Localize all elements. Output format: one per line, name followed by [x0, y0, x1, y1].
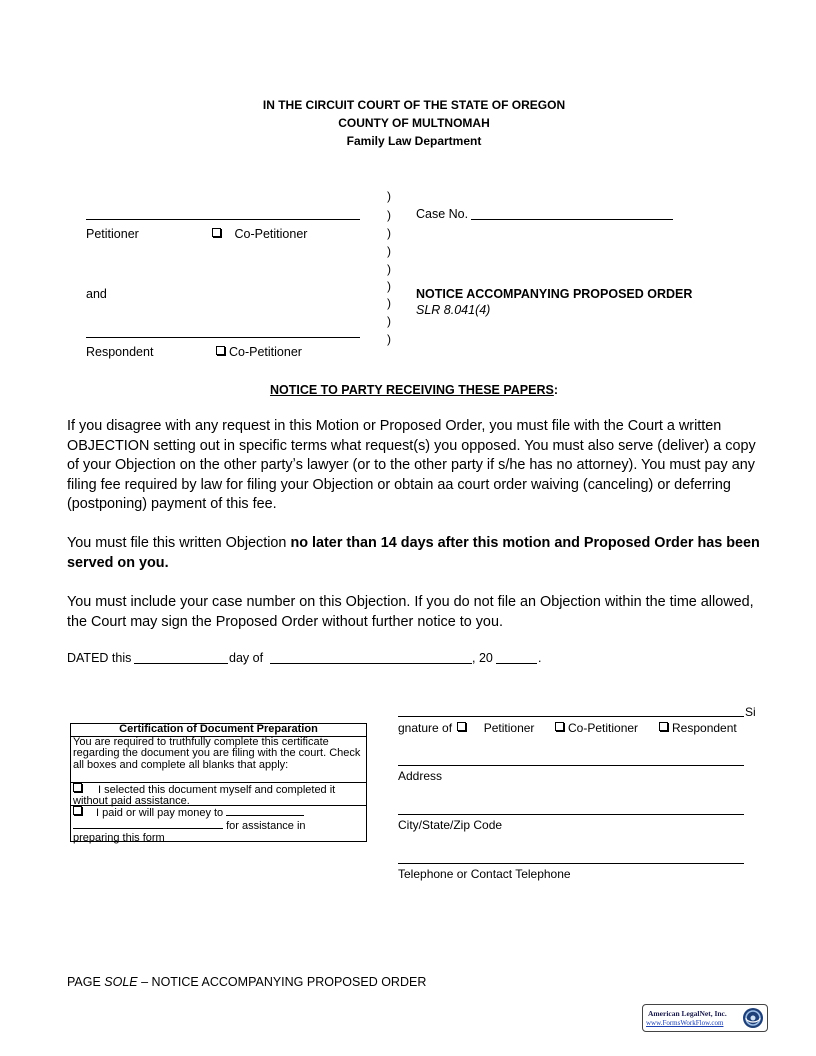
certification-intro: You are required to truthfully complete this certificate regarding the document you are filing with the court. Check all boxes and complete all blanks that apply: [71, 737, 366, 783]
notice-heading [0, 383, 816, 397]
respondent-name-line[interactable] [86, 337, 360, 338]
petitioner-name-line[interactable] [86, 219, 360, 220]
respondent-co-petitioner-option[interactable] [216, 345, 302, 359]
petitioner-co-petitioner-option[interactable] [212, 227, 307, 241]
footer-page-number: SOLE [104, 975, 138, 989]
telephone-label: Telephone or Contact Telephone [398, 867, 571, 881]
footer-page-title: – NOTICE ACCOMPANYING PROPOSED ORDER [137, 975, 427, 989]
county-name: COUNTY OF MULTNOMAH [338, 116, 490, 130]
globe-icon [742, 1007, 764, 1029]
preparer-name-line[interactable] [226, 806, 304, 816]
and-label: and [86, 287, 107, 301]
document-title: NOTICE ACCOMPANYING PROPOSED ORDER [416, 287, 693, 301]
certification-option-self [71, 783, 366, 806]
page-footer [67, 975, 426, 989]
checkbox-icon[interactable] [457, 722, 466, 731]
caption-paren: ) [387, 262, 391, 276]
city-state-zip-line[interactable] [398, 814, 744, 815]
month-line[interactable] [270, 663, 472, 664]
checkbox-icon[interactable] [73, 783, 82, 792]
paragraph-2-text: You must file this written Objection [67, 535, 291, 551]
address-line[interactable] [398, 765, 744, 766]
respondent-label: Respondent [86, 345, 154, 359]
legalnet-badge[interactable] [642, 1004, 768, 1032]
notice-paragraph-1: If you disagree with any request in this Motion or Proposed Order, you must file with the Court a written OBJECTION setting out in specific terms what request(s) you opposed. You must also serve (deliver) a copy of your Objection on the other partyʼs lawyer (or to the other party if s/he has no attorney). You must pay any filing fee required by law for filing your Objection or obtain aa court order waiving (canceling) or deferring (postponing) payment of this fee. [67, 418, 756, 512]
option-paid-text: I paid or will pay money to [96, 806, 224, 819]
co-petitioner-label: Co-Petitioner [234, 227, 308, 241]
option-paid-text-2: for assistance in [226, 820, 306, 832]
signature-of-label [398, 721, 534, 735]
paragraph-2-deadline: no later than 14 days after this motion and Proposed Order has been served on you. [67, 535, 760, 571]
checkbox-icon[interactable] [212, 228, 221, 237]
notice-paragraph-2 [67, 534, 767, 573]
department-name: Family Law Department [346, 134, 482, 148]
caption-paren: ) [387, 314, 391, 328]
day-line[interactable] [134, 663, 228, 664]
signer-co-petitioner-option[interactable] [555, 721, 638, 735]
checkbox-icon[interactable] [216, 346, 225, 355]
certification-box [70, 723, 367, 842]
caption-paren: ) [387, 189, 391, 203]
option-paid-text-3: preparing this form [73, 831, 165, 844]
year-line[interactable] [496, 663, 537, 664]
certification-option-paid [71, 806, 366, 845]
signature-label-si: Si [745, 705, 756, 719]
footer-page-prefix: PAGE [67, 975, 105, 989]
petitioner-label: Petitioner [86, 227, 139, 241]
notice-paragraph-3: You must include your case number on this Objection. If you do not file an Objection within the time allowed, the Court may sign the Proposed Order without further notice to you. [67, 594, 754, 630]
case-no-label: Case No. [416, 207, 469, 221]
signer-petitioner-label: Petitioner [483, 721, 535, 735]
certification-title: Certification of Document Preparation [71, 724, 366, 737]
preparer-name-line-2[interactable] [73, 819, 223, 829]
caption-paren: ) [387, 332, 391, 346]
notice-heading-colon: : [553, 383, 559, 397]
case-no-line[interactable] [471, 219, 673, 220]
dated-prefix: DATED this [67, 651, 132, 665]
signer-respondent-label: Respondent [672, 721, 737, 735]
notice-heading-text: NOTICE TO PARTY RECEIVING THESE PAPERS [269, 383, 554, 397]
year-prefix: , 20 [472, 651, 493, 665]
city-state-zip-label: City/State/Zip Code [398, 818, 503, 832]
co-petitioner-label: Co-Petitioner [229, 345, 302, 359]
dated-suffix: . [538, 651, 542, 665]
signature-line[interactable] [398, 716, 744, 717]
checkbox-icon[interactable] [555, 722, 564, 731]
address-label: Address [398, 769, 443, 783]
telephone-line[interactable] [398, 863, 744, 864]
checkbox-icon[interactable] [73, 806, 82, 815]
option-self-text: I selected this document myself and completed it without paid assistance. [73, 783, 336, 807]
badge-url[interactable]: www.FormsWorkFlow.com [646, 1019, 724, 1027]
court-name: IN THE CIRCUIT COURT OF THE STATE OF OREGON [262, 98, 566, 112]
signer-respondent-option[interactable] [659, 721, 737, 735]
badge-company: American LegalNet, Inc. [648, 1009, 727, 1018]
caption-paren: ) [387, 226, 391, 240]
caption-paren: ) [387, 244, 391, 258]
checkbox-icon[interactable] [659, 722, 668, 731]
signature-of-text: gnature of [398, 721, 453, 735]
signer-co-petitioner-label: Co-Petitioner [568, 721, 639, 735]
caption-paren: ) [387, 279, 391, 293]
rule-reference: SLR 8.041(4) [416, 303, 491, 317]
caption-paren: ) [387, 208, 391, 222]
day-of-label: day of [229, 651, 264, 665]
caption-paren: ) [387, 296, 391, 310]
